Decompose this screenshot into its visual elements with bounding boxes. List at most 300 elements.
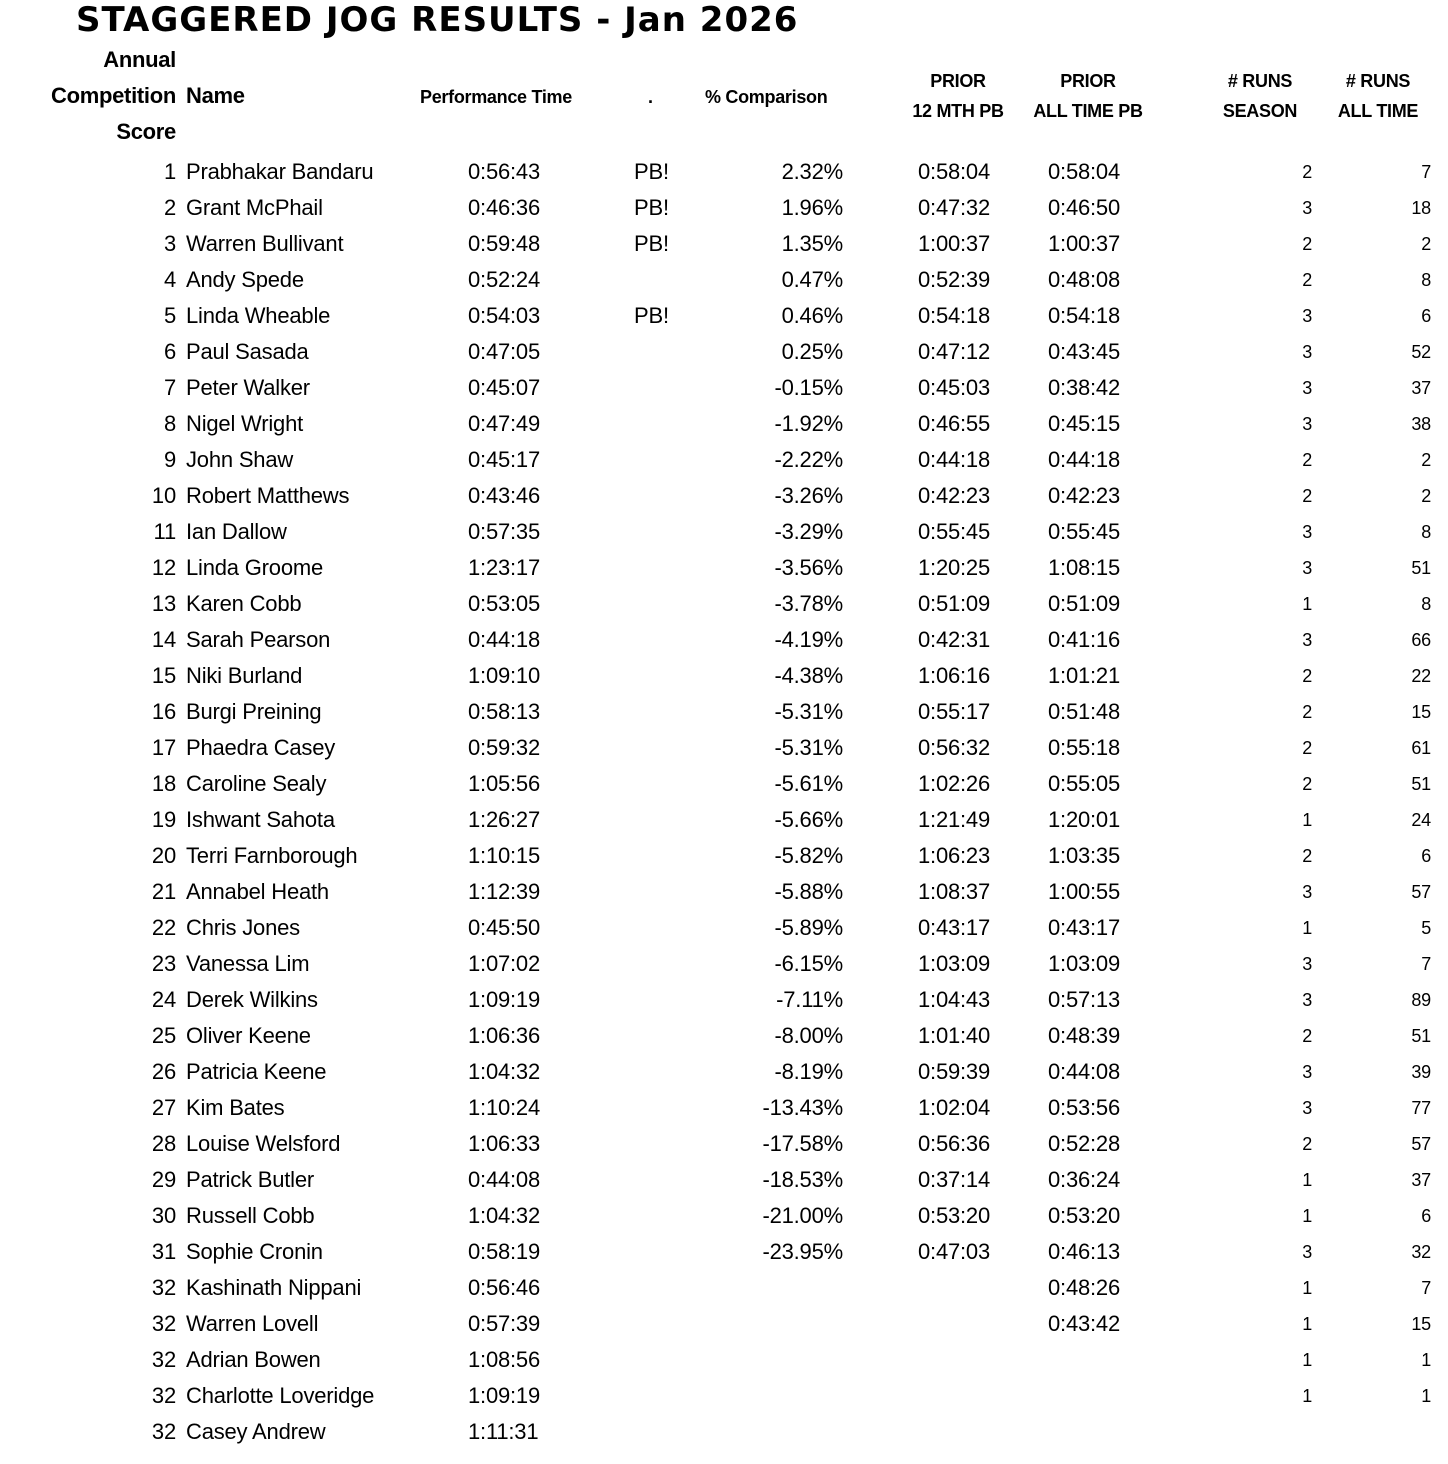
- pct-comparison-cell: -4.19%: [774, 627, 843, 652]
- runs-all-time-cell: 8: [1421, 522, 1431, 542]
- runs-season-cell: 3: [1302, 198, 1312, 218]
- runs-all-time-cell: 77: [1411, 1098, 1431, 1118]
- score-cell: 14: [151, 627, 176, 652]
- pct-comparison-cell: -18.53%: [762, 1167, 843, 1192]
- pct-comparison-cell: -5.88%: [774, 879, 843, 904]
- score-cell: 6: [163, 339, 176, 364]
- prior-12mth-pb-cell: 0:55:45: [918, 519, 991, 544]
- pct-comparison-cell: -2.22%: [774, 447, 843, 472]
- name-cell: Louise Welsford: [186, 1131, 341, 1156]
- header-prior-12mth-pb-line-1: PRIOR: [930, 71, 986, 91]
- pct-comparison-cell: 0.46%: [781, 303, 843, 328]
- performance-time-cell: 1:26:27: [468, 807, 541, 832]
- prior-12mth-pb-cell: 0:52:39: [918, 267, 991, 292]
- runs-all-time-cell: 15: [1411, 1314, 1431, 1334]
- performance-time-cell: 1:23:17: [468, 555, 541, 580]
- table-row: [0, 298, 1448, 334]
- performance-time-cell: 1:10:15: [468, 843, 541, 868]
- prior-all-time-pb-cell: 0:43:42: [1048, 1311, 1121, 1336]
- score-cell: 23: [151, 951, 176, 976]
- score-cell: 32: [151, 1383, 176, 1408]
- prior-all-time-pb-cell: 0:53:56: [1048, 1095, 1121, 1120]
- runs-all-time-cell: 7: [1421, 1278, 1431, 1298]
- prior-12mth-pb-cell: 0:56:36: [918, 1131, 991, 1156]
- prior-all-time-pb-cell: 0:52:28: [1048, 1131, 1121, 1156]
- name-cell: Oliver Keene: [186, 1023, 311, 1048]
- name-cell: Annabel Heath: [186, 879, 329, 904]
- prior-12mth-pb-cell: 1:01:40: [918, 1023, 991, 1048]
- runs-season-cell: 1: [1302, 594, 1312, 614]
- performance-time-cell: 0:53:05: [468, 591, 541, 616]
- pct-comparison-cell: 0.25%: [781, 339, 843, 364]
- pct-comparison-cell: 1.96%: [781, 195, 843, 220]
- prior-12mth-pb-cell: 0:42:31: [918, 627, 991, 652]
- performance-time-cell: 1:09:19: [468, 987, 541, 1012]
- runs-season-cell: 3: [1302, 558, 1312, 578]
- runs-season-cell: 2: [1302, 270, 1312, 290]
- table-row: [0, 658, 1448, 694]
- runs-all-time-cell: 1: [1421, 1350, 1431, 1370]
- table-row: [0, 730, 1448, 766]
- pct-comparison-cell: -6.15%: [774, 951, 843, 976]
- table-row: [0, 262, 1448, 298]
- runs-all-time-cell: 57: [1411, 882, 1431, 902]
- header-prior-all-time-pb-line-1: PRIOR: [1060, 71, 1116, 91]
- table-row: [0, 1198, 1448, 1234]
- name-cell: Adrian Bowen: [186, 1347, 321, 1372]
- performance-time-cell: 1:10:24: [468, 1095, 541, 1120]
- prior-12mth-pb-cell: 0:47:32: [918, 195, 991, 220]
- performance-time-cell: 1:07:02: [468, 951, 541, 976]
- performance-time-cell: 1:04:32: [468, 1059, 541, 1084]
- table-row: [0, 586, 1448, 622]
- pct-comparison-cell: -8.00%: [774, 1023, 843, 1048]
- runs-all-time-cell: 2: [1421, 450, 1431, 470]
- name-cell: Linda Groome: [186, 555, 324, 580]
- score-cell: 16: [151, 699, 176, 724]
- runs-season-cell: 1: [1302, 1206, 1312, 1226]
- runs-season-cell: 3: [1302, 990, 1312, 1010]
- name-cell: Vanessa Lim: [186, 951, 310, 976]
- score-cell: 21: [151, 879, 176, 904]
- runs-all-time-cell: 61: [1411, 738, 1431, 758]
- score-cell: 7: [163, 375, 176, 400]
- runs-season-cell: 2: [1302, 666, 1312, 686]
- score-cell: 9: [163, 447, 176, 472]
- table-row: [0, 1054, 1448, 1090]
- name-cell: Grant McPhail: [186, 195, 323, 220]
- prior-all-time-pb-cell: 0:55:05: [1048, 771, 1121, 796]
- prior-12mth-pb-cell: 1:04:43: [918, 987, 991, 1012]
- table-row: [0, 910, 1448, 946]
- runs-season-cell: 2: [1302, 1134, 1312, 1154]
- header-prior-all-time-pb-line-2: ALL TIME PB: [1033, 101, 1143, 121]
- performance-time-cell: 1:06:36: [468, 1023, 541, 1048]
- score-cell: 29: [151, 1167, 176, 1192]
- runs-all-time-cell: 51: [1411, 558, 1431, 578]
- pct-comparison-cell: 1.35%: [781, 231, 843, 256]
- prior-12mth-pb-cell: 1:08:37: [918, 879, 991, 904]
- table-row: [0, 874, 1448, 910]
- name-cell: Charlotte Loveridge: [186, 1383, 375, 1408]
- name-cell: Caroline Sealy: [186, 771, 327, 796]
- prior-12mth-pb-cell: 0:51:09: [918, 591, 991, 616]
- prior-all-time-pb-cell: 0:51:48: [1048, 699, 1121, 724]
- pct-comparison-cell: -5.89%: [774, 915, 843, 940]
- score-cell: 30: [151, 1203, 176, 1228]
- header-score-line-1: Annual: [103, 47, 176, 72]
- score-cell: 31: [151, 1239, 176, 1264]
- score-cell: 28: [151, 1131, 176, 1156]
- table-row: [0, 802, 1448, 838]
- pct-comparison-cell: -23.95%: [762, 1239, 843, 1264]
- runs-season-cell: 1: [1302, 1350, 1312, 1370]
- runs-season-cell: 3: [1302, 306, 1312, 326]
- table-row: [0, 1270, 1448, 1306]
- prior-all-time-pb-cell: 0:46:13: [1048, 1239, 1121, 1264]
- performance-time-cell: 0:54:03: [468, 303, 541, 328]
- prior-12mth-pb-cell: 0:55:17: [918, 699, 991, 724]
- table-row: [0, 406, 1448, 442]
- score-cell: 18: [151, 771, 176, 796]
- header-runs-all-time-line-2: ALL TIME: [1337, 101, 1419, 121]
- header-score: [20, 42, 176, 150]
- prior-all-time-pb-cell: 1:00:55: [1048, 879, 1121, 904]
- table-row: [0, 1378, 1448, 1414]
- name-cell: Chris Jones: [186, 915, 300, 940]
- score-cell: 12: [151, 555, 176, 580]
- table-row: [0, 154, 1448, 190]
- prior-12mth-pb-cell: 0:37:14: [918, 1167, 991, 1192]
- score-cell: 32: [151, 1275, 176, 1300]
- pct-comparison-cell: -5.82%: [774, 843, 843, 868]
- runs-all-time-cell: 51: [1411, 774, 1431, 794]
- pct-comparison-cell: 2.32%: [781, 159, 843, 184]
- name-cell: Kim Bates: [186, 1095, 285, 1120]
- prior-12mth-pb-cell: 0:58:04: [918, 159, 991, 184]
- name-cell: Patrick Butler: [186, 1167, 315, 1192]
- prior-12mth-pb-cell: 1:03:09: [918, 951, 991, 976]
- runs-season-cell: 1: [1302, 918, 1312, 938]
- table-row: [0, 1090, 1448, 1126]
- name-cell: Derek Wilkins: [186, 987, 318, 1012]
- prior-all-time-pb-cell: 0:48:08: [1048, 267, 1121, 292]
- pb-flag-cell: PB!: [634, 303, 669, 328]
- performance-time-cell: 0:45:50: [468, 915, 541, 940]
- pct-comparison-cell: -3.29%: [774, 519, 843, 544]
- runs-all-time-cell: 57: [1411, 1134, 1431, 1154]
- runs-all-time-cell: 15: [1411, 702, 1431, 722]
- pct-comparison-cell: -7.11%: [776, 987, 843, 1012]
- prior-all-time-pb-cell: 0:55:45: [1048, 519, 1121, 544]
- runs-season-cell: 1: [1302, 810, 1312, 830]
- runs-season-cell: 2: [1302, 162, 1312, 182]
- name-cell: Ian Dallow: [186, 519, 287, 544]
- runs-season-cell: 3: [1302, 378, 1312, 398]
- table-row: [0, 226, 1448, 262]
- score-cell: 32: [151, 1347, 176, 1372]
- score-cell: 1: [163, 159, 176, 184]
- table-row: [0, 694, 1448, 730]
- performance-time-cell: 0:56:43: [468, 159, 541, 184]
- prior-all-time-pb-cell: 0:36:24: [1048, 1167, 1121, 1192]
- score-cell: 8: [163, 411, 176, 436]
- runs-all-time-cell: 2: [1421, 234, 1431, 254]
- pb-flag-cell: PB!: [634, 195, 669, 220]
- header-runs-season-line-1: # RUNS: [1227, 71, 1293, 91]
- performance-time-cell: 1:04:32: [468, 1203, 541, 1228]
- table-row: [0, 514, 1448, 550]
- prior-all-time-pb-cell: 0:55:18: [1048, 735, 1121, 760]
- runs-all-time-cell: 18: [1411, 198, 1431, 218]
- pct-comparison-cell: -3.26%: [774, 483, 843, 508]
- prior-12mth-pb-cell: 1:06:23: [918, 843, 991, 868]
- runs-all-time-cell: 5: [1421, 918, 1431, 938]
- table-row: [0, 1342, 1448, 1378]
- performance-time-cell: 0:52:24: [468, 267, 541, 292]
- name-cell: Robert Matthews: [186, 483, 350, 508]
- runs-season-cell: 2: [1302, 774, 1312, 794]
- runs-season-cell: 2: [1302, 1026, 1312, 1046]
- runs-all-time-cell: 6: [1421, 1206, 1431, 1226]
- runs-all-time-cell: 89: [1411, 990, 1431, 1010]
- prior-all-time-pb-cell: 1:00:37: [1048, 231, 1121, 256]
- prior-12mth-pb-cell: 1:00:37: [918, 231, 991, 256]
- table-row: [0, 622, 1448, 658]
- name-cell: Niki Burland: [186, 663, 303, 688]
- score-cell: 20: [151, 843, 176, 868]
- name-cell: Warren Bullivant: [186, 231, 344, 256]
- runs-season-cell: 2: [1302, 702, 1312, 722]
- name-cell: Warren Lovell: [186, 1311, 319, 1336]
- score-cell: 11: [153, 519, 176, 544]
- prior-all-time-pb-cell: 0:57:13: [1048, 987, 1121, 1012]
- performance-time-cell: 0:45:17: [468, 447, 541, 472]
- performance-time-cell: 0:57:39: [468, 1311, 541, 1336]
- table-row: [0, 442, 1448, 478]
- name-cell: Sophie Cronin: [186, 1239, 323, 1264]
- performance-time-cell: 1:09:19: [468, 1383, 541, 1408]
- prior-12mth-pb-cell: 1:20:25: [918, 555, 991, 580]
- runs-season-cell: 3: [1302, 1242, 1312, 1262]
- pb-flag-cell: PB!: [634, 159, 669, 184]
- performance-time-cell: 0:46:36: [468, 195, 541, 220]
- performance-time-cell: 0:43:46: [468, 483, 541, 508]
- performance-time-cell: 0:58:13: [468, 699, 541, 724]
- table-row: [0, 334, 1448, 370]
- score-cell: 10: [151, 483, 176, 508]
- prior-12mth-pb-cell: 1:21:49: [918, 807, 991, 832]
- name-cell: Patricia Keene: [186, 1059, 327, 1084]
- prior-all-time-pb-cell: 0:51:09: [1048, 591, 1121, 616]
- runs-season-cell: 3: [1302, 342, 1312, 362]
- runs-season-cell: 3: [1302, 882, 1312, 902]
- performance-time-cell: 1:12:39: [468, 879, 541, 904]
- score-cell: 4: [163, 267, 176, 292]
- name-cell: Linda Wheable: [186, 303, 331, 328]
- name-cell: Russell Cobb: [186, 1203, 315, 1228]
- runs-all-time-cell: 38: [1411, 414, 1431, 434]
- prior-all-time-pb-cell: 0:41:16: [1048, 627, 1121, 652]
- runs-all-time-cell: 32: [1411, 1242, 1431, 1262]
- header-runs-season-line-2: SEASON: [1222, 101, 1298, 121]
- prior-12mth-pb-cell: 0:45:03: [918, 375, 991, 400]
- runs-all-time-cell: 7: [1421, 162, 1431, 182]
- prior-all-time-pb-cell: 0:46:50: [1048, 195, 1121, 220]
- runs-season-cell: 1: [1302, 1278, 1312, 1298]
- runs-all-time-cell: 39: [1411, 1062, 1431, 1082]
- header-score-line-3: Score: [116, 119, 176, 144]
- pct-comparison-cell: -5.66%: [774, 807, 843, 832]
- table-row: [0, 550, 1448, 586]
- pct-comparison-cell: -5.31%: [774, 699, 843, 724]
- runs-season-cell: 2: [1302, 846, 1312, 866]
- runs-all-time-cell: 2: [1421, 486, 1431, 506]
- score-cell: 32: [151, 1311, 176, 1336]
- results-table: [0, 154, 1448, 1450]
- prior-all-time-pb-cell: 0:45:15: [1048, 411, 1121, 436]
- runs-all-time-cell: 7: [1421, 954, 1431, 974]
- runs-all-time-cell: 6: [1421, 846, 1431, 866]
- runs-all-time-cell: 66: [1411, 630, 1431, 650]
- performance-time-cell: 1:09:10: [468, 663, 541, 688]
- runs-season-cell: 3: [1302, 414, 1312, 434]
- score-cell: 27: [151, 1095, 176, 1120]
- name-cell: Paul Sasada: [186, 339, 309, 364]
- prior-12mth-pb-cell: 0:54:18: [918, 303, 991, 328]
- score-cell: 25: [151, 1023, 176, 1048]
- header-prior-12mth-pb: [898, 66, 1018, 126]
- prior-all-time-pb-cell: 0:38:42: [1048, 375, 1121, 400]
- score-cell: 15: [151, 663, 176, 688]
- score-cell: 17: [151, 735, 176, 760]
- table-row: [0, 982, 1448, 1018]
- prior-all-time-pb-cell: 0:48:39: [1048, 1023, 1121, 1048]
- runs-all-time-cell: 52: [1411, 342, 1431, 362]
- runs-season-cell: 1: [1302, 1386, 1312, 1406]
- score-cell: 5: [163, 303, 176, 328]
- name-cell: Casey Andrew: [186, 1419, 326, 1444]
- table-row: [0, 766, 1448, 802]
- runs-season-cell: 2: [1302, 486, 1312, 506]
- prior-all-time-pb-cell: 1:01:21: [1048, 663, 1121, 688]
- table-row: [0, 190, 1448, 226]
- runs-all-time-cell: 24: [1411, 810, 1431, 830]
- runs-all-time-cell: 8: [1421, 270, 1431, 290]
- prior-12mth-pb-cell: 1:02:04: [918, 1095, 991, 1120]
- runs-season-cell: 1: [1302, 1314, 1312, 1334]
- performance-time-cell: 0:59:48: [468, 231, 541, 256]
- score-cell: 22: [151, 915, 176, 940]
- pct-comparison-cell: -0.15%: [774, 375, 843, 400]
- runs-season-cell: 3: [1302, 630, 1312, 650]
- pct-comparison-cell: -21.00%: [762, 1203, 843, 1228]
- name-cell: Phaedra Casey: [186, 735, 336, 760]
- prior-all-time-pb-cell: 1:08:15: [1048, 555, 1121, 580]
- table-row: [0, 1126, 1448, 1162]
- table-row: [0, 1234, 1448, 1270]
- performance-time-cell: 1:05:56: [468, 771, 541, 796]
- header-pct-comparison: % Comparison: [705, 87, 828, 107]
- header-name: Name: [186, 83, 245, 108]
- prior-12mth-pb-cell: 0:47:12: [918, 339, 991, 364]
- runs-all-time-cell: 8: [1421, 594, 1431, 614]
- performance-time-cell: 0:47:05: [468, 339, 541, 364]
- prior-12mth-pb-cell: 1:06:16: [918, 663, 991, 688]
- runs-all-time-cell: 37: [1411, 378, 1431, 398]
- pct-comparison-cell: 0.47%: [781, 267, 843, 292]
- prior-12mth-pb-cell: 0:44:18: [918, 447, 991, 472]
- prior-12mth-pb-cell: 0:43:17: [918, 915, 991, 940]
- table-row: [0, 838, 1448, 874]
- prior-all-time-pb-cell: 1:03:09: [1048, 951, 1121, 976]
- runs-season-cell: 1: [1302, 1170, 1312, 1190]
- name-cell: Kashinath Nippani: [186, 1275, 362, 1300]
- score-cell: 3: [163, 231, 176, 256]
- prior-12mth-pb-cell: 0:59:39: [918, 1059, 991, 1084]
- performance-time-cell: 1:06:33: [468, 1131, 541, 1156]
- pct-comparison-cell: -17.58%: [762, 1131, 843, 1156]
- prior-all-time-pb-cell: 0:58:04: [1048, 159, 1121, 184]
- prior-12mth-pb-cell: 0:46:55: [918, 411, 991, 436]
- performance-time-cell: 0:47:49: [468, 411, 541, 436]
- runs-all-time-cell: 51: [1411, 1026, 1431, 1046]
- prior-12mth-pb-cell: 0:42:23: [918, 483, 991, 508]
- prior-all-time-pb-cell: 0:44:08: [1048, 1059, 1121, 1084]
- runs-season-cell: 2: [1302, 450, 1312, 470]
- performance-time-cell: 0:44:08: [468, 1167, 541, 1192]
- score-cell: 26: [151, 1059, 176, 1084]
- table-row: [0, 1018, 1448, 1054]
- runs-all-time-cell: 1: [1421, 1386, 1431, 1406]
- score-cell: 2: [163, 195, 176, 220]
- name-cell: Peter Walker: [186, 375, 310, 400]
- performance-time-cell: 0:59:32: [468, 735, 541, 760]
- name-cell: Sarah Pearson: [186, 627, 331, 652]
- runs-season-cell: 3: [1302, 1098, 1312, 1118]
- table-row: [0, 1414, 1448, 1450]
- table-row: [0, 946, 1448, 982]
- page-title: STAGGERED JOG RESULTS - Jan 2026: [76, 0, 799, 40]
- table-row: [0, 478, 1448, 514]
- name-cell: Karen Cobb: [186, 591, 302, 616]
- name-cell: Burgi Preining: [186, 699, 322, 724]
- pct-comparison-cell: -3.78%: [774, 591, 843, 616]
- performance-time-cell: 0:45:07: [468, 375, 541, 400]
- pct-comparison-cell: -3.56%: [774, 555, 843, 580]
- prior-all-time-pb-cell: 0:43:17: [1048, 915, 1121, 940]
- score-cell: 19: [151, 807, 176, 832]
- performance-time-cell: 0:56:46: [468, 1275, 541, 1300]
- name-cell: Prabhakar Bandaru: [186, 159, 374, 184]
- name-cell: Ishwant Sahota: [186, 807, 335, 832]
- score-cell: 13: [151, 591, 176, 616]
- prior-all-time-pb-cell: 1:03:35: [1048, 843, 1121, 868]
- runs-season-cell: 2: [1302, 234, 1312, 254]
- header-runs-season: [1208, 66, 1312, 126]
- runs-season-cell: 3: [1302, 1062, 1312, 1082]
- name-cell: John Shaw: [186, 447, 294, 472]
- prior-12mth-pb-cell: 0:47:03: [918, 1239, 991, 1264]
- pct-comparison-cell: -5.31%: [774, 735, 843, 760]
- header-prior-12mth-pb-line-2: 12 MTH PB: [912, 101, 1004, 121]
- name-cell: Nigel Wright: [186, 411, 304, 436]
- prior-12mth-pb-cell: 0:53:20: [918, 1203, 991, 1228]
- header-flag: .: [648, 87, 653, 107]
- header-runs-all-time-line-1: # RUNS: [1345, 71, 1411, 91]
- performance-time-cell: 0:58:19: [468, 1239, 541, 1264]
- runs-all-time-cell: 22: [1411, 666, 1431, 686]
